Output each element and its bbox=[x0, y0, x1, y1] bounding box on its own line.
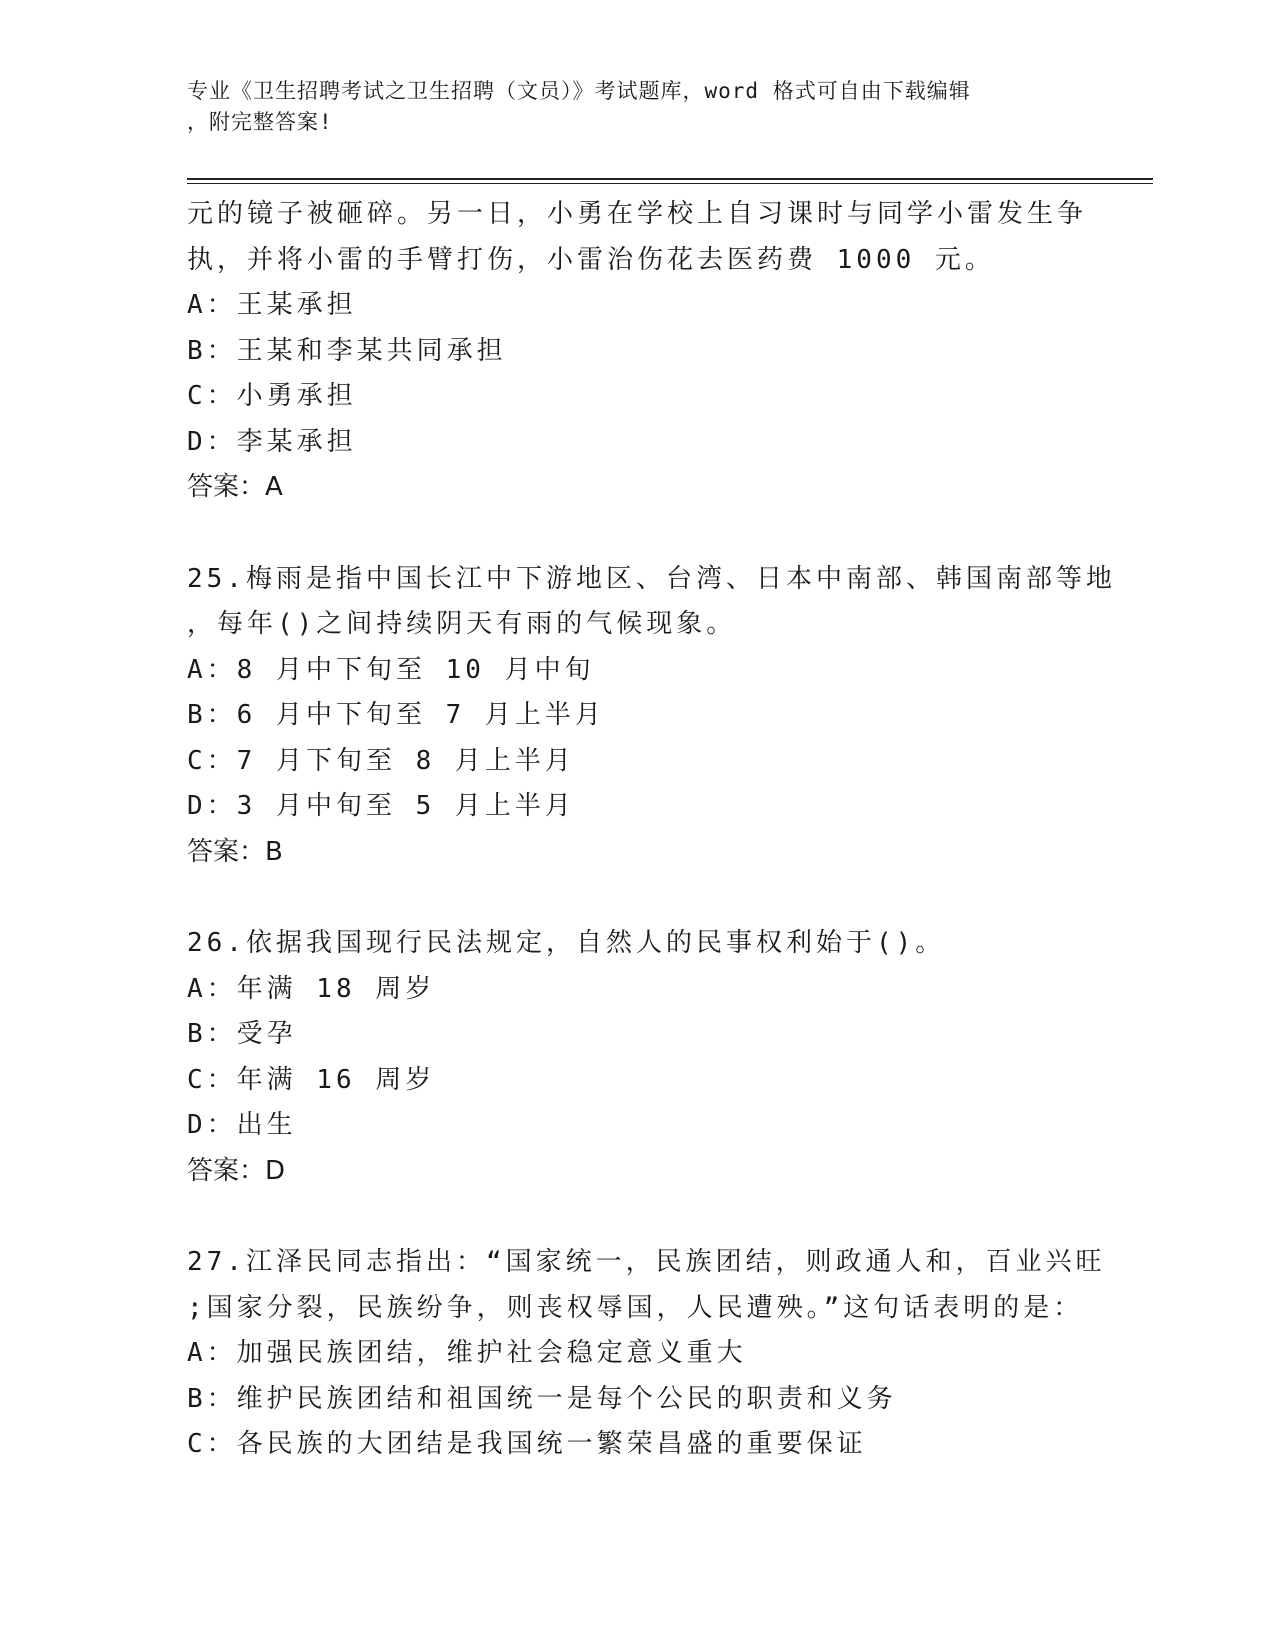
header-line-2: ，附完整答案! bbox=[187, 110, 333, 134]
question-27 bbox=[187, 1240, 1106, 1468]
header-line-1: 专业《卫生招聘考试之卫生招聘（文员）》考试题库，word 格式可自由下载编辑 bbox=[187, 79, 971, 103]
option-b: B：6 月中下旬至 7 月上半月 bbox=[187, 700, 605, 730]
option-a: A：年满 18 周岁 bbox=[187, 973, 436, 1004]
option-a: A：加强民族团结，维护社会稳定意义重大 bbox=[187, 1338, 747, 1368]
page-header bbox=[187, 76, 1087, 138]
option-c: C：小勇承担 bbox=[187, 381, 357, 411]
option-a: A：王某承担 bbox=[187, 290, 357, 320]
question-list bbox=[187, 192, 1116, 1468]
option-c: C：7 月下旬至 8 月上半月 bbox=[187, 745, 575, 776]
option-d: D：李某承担 bbox=[187, 426, 357, 457]
option-a: A：8 月中下旬至 10 月中旬 bbox=[187, 654, 595, 685]
header-divider bbox=[187, 178, 1153, 184]
question-stem-line: 26.依据我国现行民法规定，自然人的民事权利始于()。 bbox=[187, 928, 946, 958]
option-b: B：受孕 bbox=[187, 1019, 297, 1049]
question-stem-line: 执，并将小雷的手臂打伤，小雷治伤花去医药费 1000 元。 bbox=[187, 244, 995, 275]
question-24 bbox=[187, 192, 1087, 511]
option-b: B：维护民族团结和祖国统一是每个公民的职责和义务 bbox=[187, 1383, 897, 1414]
answer: 答案：D bbox=[187, 1155, 286, 1186]
answer: 答案：B bbox=[187, 836, 283, 867]
question-stem-line: ;国家分裂，民族纷争，则丧权辱国，人民遭殃。”这句话表明的是： bbox=[187, 1292, 1084, 1323]
option-c: C：各民族的大团结是我国统一繁荣昌盛的重要保证 bbox=[187, 1429, 867, 1459]
question-25 bbox=[187, 557, 1116, 876]
question-stem-line: 25.梅雨是指中国长江中下游地区、台湾、日本中南部、韩国南部等地 bbox=[187, 563, 1116, 594]
option-d: D：3 月中旬至 5 月上半月 bbox=[187, 791, 575, 821]
option-c: C：年满 16 周岁 bbox=[187, 1064, 436, 1095]
question-stem-line: 27.江泽民同志指出：“国家统一，民族团结，则政通人和，百业兴旺 bbox=[187, 1247, 1106, 1277]
option-b: B：王某和李某共同承担 bbox=[187, 335, 507, 366]
question-stem-line: 元的镜子被砸碎。另一日，小勇在学校上自习课时与同学小雷发生争 bbox=[187, 199, 1088, 229]
option-d: D：出生 bbox=[187, 1110, 297, 1140]
question-26 bbox=[187, 921, 1087, 1194]
question-stem-line: ，每年()之间持续阴天有雨的气候现象。 bbox=[187, 609, 737, 639]
answer: 答案：A bbox=[187, 472, 283, 502]
